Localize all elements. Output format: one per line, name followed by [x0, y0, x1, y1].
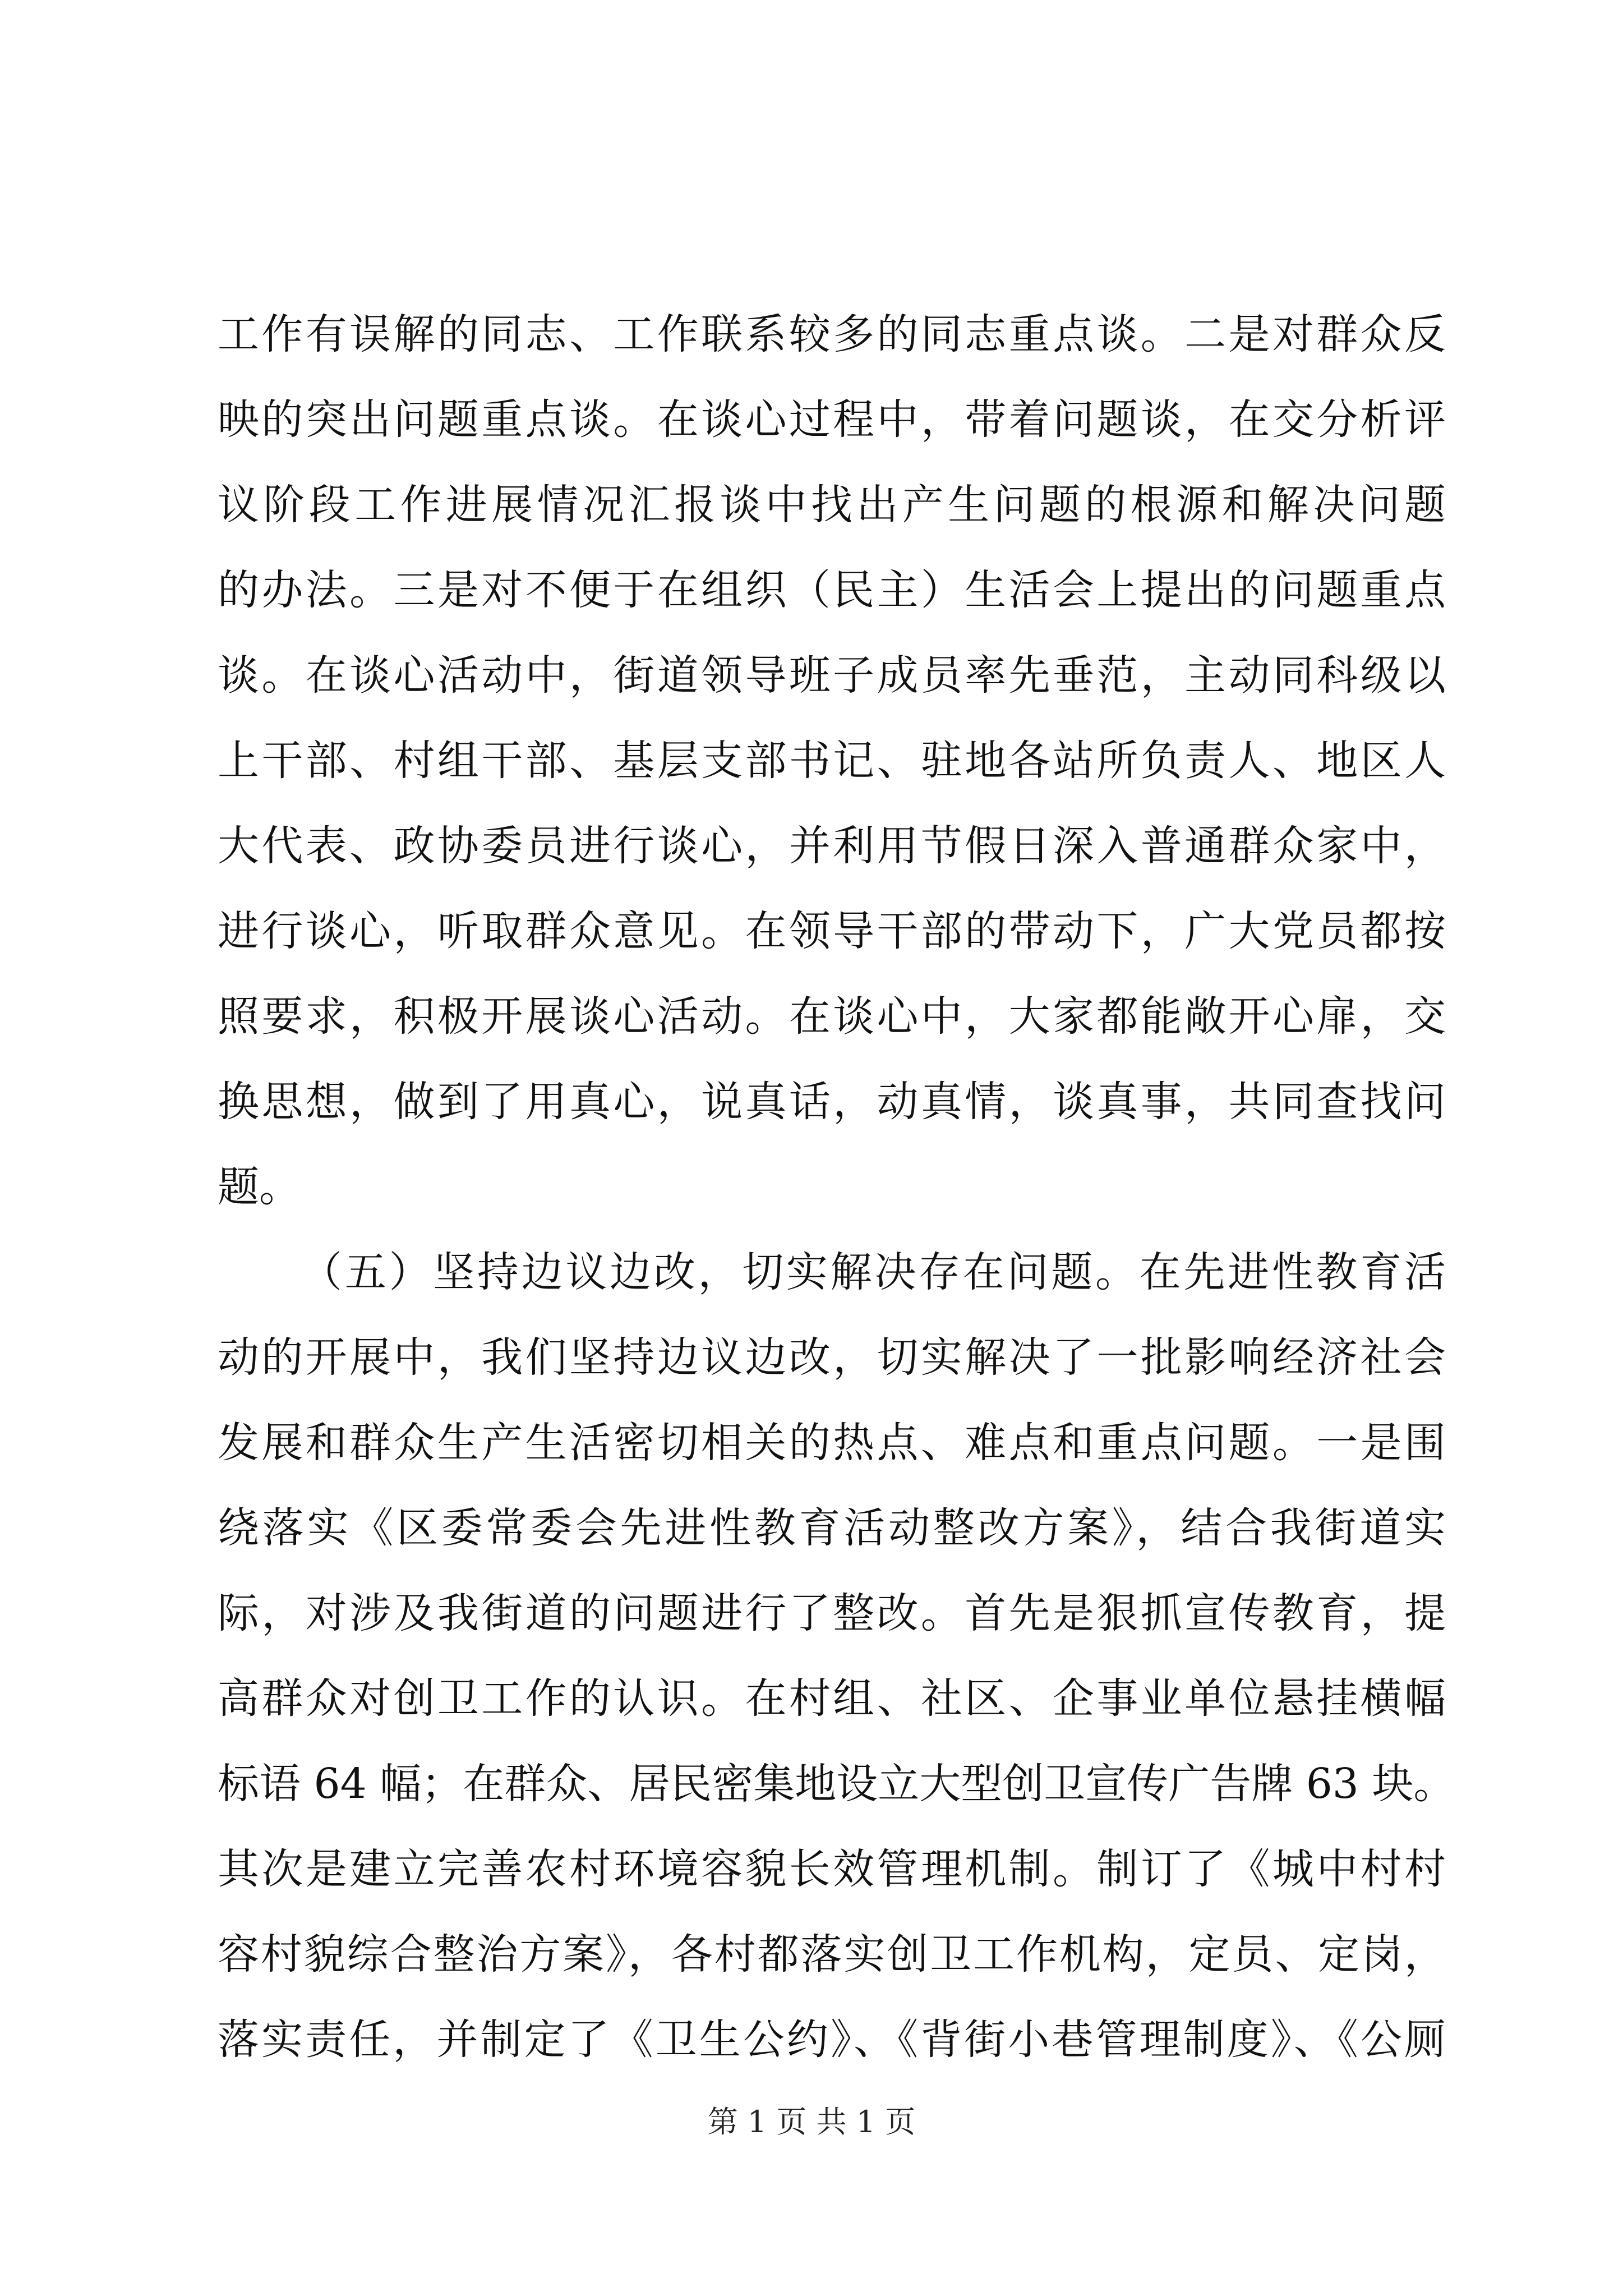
text-line: 发展和群众生产生活密切相关的热点、难点和重点问题。一是围: [218, 1419, 1446, 1467]
text-line: 动的开展中，我们坚持边议边改，切实解决了一批影响经济社会: [218, 1333, 1446, 1382]
page-footer: [0, 2102, 1623, 2142]
text-line: 标语 64 幅；在群众、居民密集地设立大型创卫宣传广告牌 63 块。: [218, 1760, 1455, 1808]
text-line: 容村貌综合整治方案》，各村都落实创卫工作机构，定员、定岗，: [218, 1930, 1446, 1978]
text-line: 上干部、村组干部、基层支部书记、驻地各站所负责人、地区人: [218, 737, 1446, 785]
paragraph-1: [218, 292, 1446, 1230]
text-line: 绕落实《区委常委会先进性教育活动整改方案》，结合我街道实: [218, 1504, 1446, 1552]
text-line: （五）坚持边议边改，切实解决存在问题。在先进性教育活: [301, 1248, 1446, 1296]
text-line: 的办法。三是对不便于在组织（民主）生活会上提出的问题重点: [218, 566, 1446, 614]
text-line: 题。: [218, 1163, 301, 1211]
text-line: 换思想，做到了用真心，说真话，动真情，谈真事，共同查找问: [218, 1078, 1446, 1126]
text-line: 谈。在谈心活动中，街道领导班子成员率先垂范，主动同科级以: [218, 651, 1446, 700]
text-line: 映的突出问题重点谈。在谈心过程中，带着问题谈，在交分析评: [218, 395, 1446, 444]
text-line: 照要求，积极开展谈心活动。在谈心中，大家都能敞开心扉，交: [218, 992, 1446, 1041]
text-line: 大代表、政协委员进行谈心，并利用节假日深入普通群众家中，: [218, 822, 1446, 870]
text-line: 落实责任，并制定了《卫生公约》、《背街小巷管理制度》、《公厕: [218, 2016, 1446, 2064]
text-line: 进行谈心，听取群众意见。在领导干部的带动下，广大党员都按: [218, 907, 1446, 955]
page-number-label: 第 1 页 共 1 页: [707, 2104, 916, 2139]
text-line: 高群众对创卫工作的认识。在村组、社区、企事业单位悬挂横幅: [218, 1674, 1446, 1723]
document-body: [218, 292, 1455, 2082]
text-line: 议阶段工作进展情况汇报谈中找出产生问题的根源和解决问题: [218, 481, 1446, 529]
text-line: 其次是建立完善农村环境容貌长效管理机制。制订了《城中村村: [218, 1845, 1446, 1893]
text-line: 工作有误解的同志、工作联系较多的同志重点谈。二是对群众反: [218, 310, 1446, 358]
paragraph-2: [218, 1230, 1455, 2082]
text-line: 际，对涉及我街道的问题进行了整改。首先是狠抓宣传教育，提: [218, 1589, 1446, 1637]
